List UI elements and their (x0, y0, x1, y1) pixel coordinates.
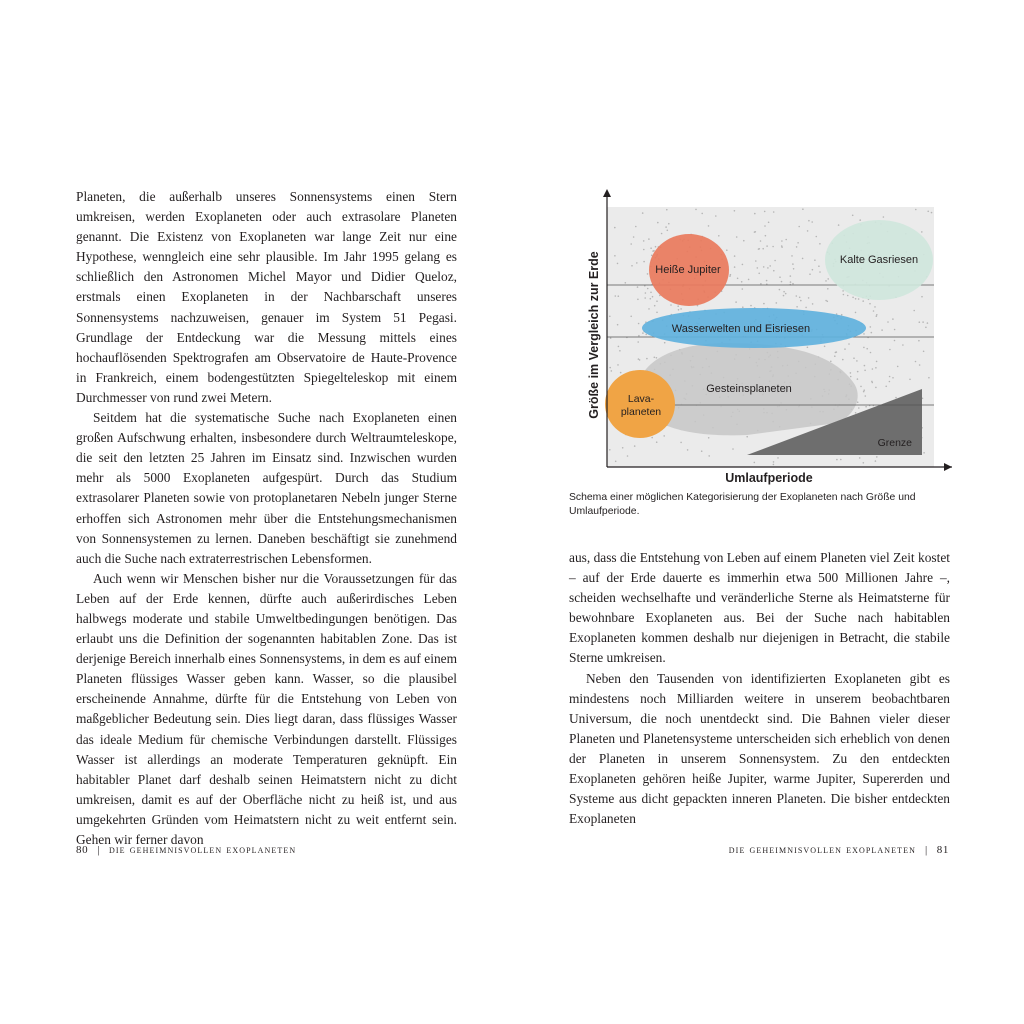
scatter-point (883, 216, 885, 218)
scatter-point (678, 309, 680, 311)
footer-separator: | (97, 844, 101, 856)
scatter-point (838, 224, 840, 226)
scatter-point (760, 240, 762, 242)
scatter-point (809, 273, 811, 275)
scatter-point (668, 223, 670, 225)
cold-gas-giants-label: Kalte Gasriesen (839, 254, 919, 266)
scatter-point (876, 456, 878, 458)
scatter-point (885, 386, 887, 388)
scatter-point (637, 286, 639, 288)
scatter-point (792, 263, 794, 265)
scatter-point (902, 344, 904, 346)
scatter-point (614, 255, 616, 257)
scatter-point (609, 449, 611, 451)
scatter-point (925, 327, 927, 329)
figure-svg (567, 185, 952, 485)
scatter-point (652, 296, 654, 298)
scatter-point (928, 377, 930, 379)
scatter-point (842, 290, 844, 292)
y-axis-label: Größe im Vergleich zur Erde (587, 251, 601, 419)
scatter-point (793, 268, 795, 270)
scatter-point (619, 350, 621, 352)
scatter-point (909, 379, 911, 381)
scatter-point (863, 391, 865, 393)
scatter-point (741, 281, 743, 283)
scatter-point (763, 303, 765, 305)
scatter-point (634, 445, 636, 447)
figure-caption: Schema einer möglichen Kategorisierung der Exoplaneten nach Größe und Umlaufperiode. (569, 492, 916, 517)
scatter-point (819, 271, 821, 273)
scatter-point (859, 219, 861, 221)
scatter-point (715, 215, 717, 217)
scatter-point (750, 305, 752, 307)
scatter-point (695, 209, 697, 211)
scatter-point (887, 321, 889, 323)
scatter-point (647, 288, 649, 290)
scatter-point (827, 278, 829, 280)
scatter-point (737, 278, 739, 280)
scatter-point (638, 335, 640, 337)
scatter-point (643, 261, 645, 263)
scatter-point (653, 250, 655, 252)
scatter-point (842, 359, 844, 361)
scatter-point (897, 366, 899, 368)
scatter-point (655, 246, 657, 248)
scatter-point (853, 357, 855, 359)
scatter-point (847, 295, 849, 297)
limit-label: Grenze (877, 437, 912, 449)
scatter-point (814, 259, 816, 261)
scatter-point (855, 312, 857, 314)
exoplanet-category-figure (567, 185, 952, 485)
scatter-point (927, 322, 929, 324)
scatter-point (870, 352, 872, 354)
scatter-point (644, 297, 646, 299)
scatter-point (921, 231, 923, 233)
scatter-point (807, 230, 809, 232)
scatter-point (869, 303, 871, 305)
scatter-point (818, 265, 820, 267)
scatter-point (918, 340, 920, 342)
scatter-point (656, 357, 658, 359)
scatter-point (802, 258, 804, 260)
scatter-point (643, 249, 645, 251)
left-footer (76, 842, 296, 857)
scatter-point (630, 243, 632, 245)
scatter-point (864, 365, 866, 367)
scatter-point (657, 222, 659, 224)
scatter-point (661, 233, 663, 235)
scatter-point (791, 255, 793, 257)
scatter-point (850, 376, 852, 378)
paragraph: Planeten, die außerhalb unseres Sonnensystems einen Stern umkreisen, werden Exoplaneten oder auch extrasolare Planeten genannt. Die Existenz von Exoplaneten war lange Zeit nur eine Hypothese, wenngleich eine sehr plausible. Im Jahr 1995 gelang es schließlich den Astronomen Michel Mayor und Didier Queloz, erstmals einen Exoplaneten in der Nachbarschaft unseres Sonnensystems nachzuweisen, genauer im System 51 Pegasi. Grundlage der Entdeckung war die Messung mittels eines hochauflösenden Spektrografen am Observatoire de Haute-Provence in Frankreich, einem bodengestützten Spiegelteleskop mit einem Durchmesser von rund zwei Metern. (76, 189, 457, 405)
scatter-point (734, 266, 736, 268)
scatter-point (755, 260, 757, 262)
scatter-point (764, 211, 766, 213)
scatter-point (858, 407, 860, 409)
scatter-point (754, 462, 756, 464)
scatter-point (876, 315, 878, 317)
scatter-point (835, 352, 837, 354)
scatter-point (763, 266, 765, 268)
scatter-point (650, 298, 652, 300)
scatter-point (742, 288, 744, 290)
scatter-point (638, 323, 640, 325)
footer-separator: | (924, 844, 928, 856)
scatter-point (790, 275, 792, 277)
scatter-point (701, 213, 703, 215)
scatter-point (913, 310, 915, 312)
scatter-point (863, 389, 865, 391)
scatter-point (856, 360, 858, 362)
scatter-point (870, 326, 872, 328)
scatter-point (866, 348, 868, 350)
scatter-point (863, 333, 865, 335)
scatter-point (816, 236, 818, 238)
scatter-point (773, 461, 775, 463)
scatter-point (889, 381, 891, 383)
scatter-point (729, 275, 731, 277)
scatter-point (665, 226, 667, 228)
paragraph: Seitdem hat die systematische Suche nach Exoplaneten einen großen Aufschwung erhalten, insbesondere durch Weltraumteleskope, die seit den letzten 25 Jahren im Einsatz sind. Inzwischen wurden mehr als 5000 Exoplaneten aufgespürt. Durch das Studium extrasolarer Planeten sowie von protoplanetaren Nebeln junger Sterne erhoffen sich Astronomen mehr über die Entstehungsmechanismen von Sonnensystemen zu lernen. Daneben beschäftigt sie zunehmend auch die Suche nach extraterrestrischen Lebensformen. (76, 410, 457, 566)
right-footer (729, 842, 949, 857)
scatter-point (872, 382, 874, 384)
scatter-point (648, 238, 650, 240)
scatter-point (915, 209, 917, 211)
x-axis-arrow (944, 463, 952, 471)
scatter-point (779, 276, 781, 278)
scatter-point (796, 306, 798, 308)
scatter-point (873, 310, 875, 312)
scatter-point (701, 450, 703, 452)
scatter-point (808, 220, 810, 222)
scatter-point (785, 239, 787, 241)
scatter-point (799, 297, 801, 299)
scatter-point (777, 457, 779, 459)
scatter-point (664, 342, 666, 344)
scatter-point (617, 324, 619, 326)
scatter-point (762, 248, 764, 250)
scatter-point (773, 270, 775, 272)
scatter-point (766, 245, 768, 247)
scatter-point (848, 343, 850, 345)
scatter-point (642, 332, 644, 334)
scatter-point (773, 464, 775, 466)
scatter-point (889, 349, 891, 351)
scatter-point (819, 243, 821, 245)
scatter-point (656, 441, 658, 443)
scatter-point (919, 364, 921, 366)
scatter-point (650, 292, 652, 294)
scatter-point (800, 300, 802, 302)
scatter-point (811, 221, 813, 223)
scatter-point (858, 298, 860, 300)
scatter-point (827, 301, 829, 303)
scatter-point (766, 280, 768, 282)
scatter-point (663, 435, 665, 437)
y-axis-arrow (603, 189, 611, 197)
paragraph: aus, dass die Entstehung von Leben auf einem Planeten viel Zeit kostet – auf der Erde dauerte es immerhin etwa 500 Millionen Jahre –, scheiden wechselhafte und veränderliche Sterne als Heimatsterne für bewohnbare Exoplaneten aus. Bei der Suche nach habitablen Exoplaneten kommen deshalb nur diejenigen in Betracht, die stabile Sterne umkreisen. (569, 550, 950, 666)
scatter-point (742, 264, 744, 266)
scatter-point (767, 267, 769, 269)
scatter-point (759, 248, 761, 250)
scatter-point (617, 364, 619, 366)
scatter-point (836, 459, 838, 461)
scatter-point (645, 292, 647, 294)
scatter-point (637, 299, 639, 301)
scatter-point (844, 348, 846, 350)
scatter-point (667, 230, 669, 232)
scatter-point (881, 329, 883, 331)
page-number: 80 (76, 844, 89, 856)
scatter-point (894, 329, 896, 331)
scatter-point (865, 406, 867, 408)
scatter-point (827, 288, 829, 290)
scatter-point (852, 297, 854, 299)
scatter-point (645, 334, 647, 336)
scatter-point (615, 461, 617, 463)
running-head: die geheimnisvollen exoplaneten (728, 842, 916, 856)
scatter-point (812, 269, 814, 271)
scatter-point (790, 281, 792, 283)
scatter-point (651, 437, 653, 439)
scatter-point (760, 283, 762, 285)
scatter-point (889, 376, 891, 378)
scatter-point (805, 307, 807, 309)
scatter-point (730, 274, 732, 276)
scatter-point (922, 321, 924, 323)
scatter-point (708, 225, 710, 227)
page-number: 81 (936, 844, 949, 856)
scatter-point (779, 289, 781, 291)
scatter-point (923, 452, 925, 454)
scatter-point (718, 235, 720, 237)
lava-label-line1: Lava- (627, 393, 655, 405)
scatter-point (875, 387, 877, 389)
scatter-point (872, 368, 874, 370)
scatter-point (865, 395, 867, 397)
scatter-point (808, 297, 810, 299)
scatter-point (630, 316, 632, 318)
scatter-point (781, 281, 783, 283)
scatter-point (919, 321, 921, 323)
scatter-point (654, 357, 656, 359)
running-head: die geheimnisvollen exoplaneten (109, 842, 297, 856)
left-text-column (76, 187, 457, 850)
paragraph: Neben den Tausenden von identifizierten Exoplaneten gibt es mindestens noch Milliarden weitere in unserem beobachtbaren Universum, die noch unentdeckt sind. Die Bahnen vieler dieser Planeten und Planetensysteme unterscheiden sich erheblich von denen der Planeten in unserem Sonnensystem. Zu den entdeckten Exoplaneten gehören heiße Jupiter, warme Jupiter, Supererden und Systeme aus dicht gepackten inneren Planeten. Die bisher entdeckten Exoplaneten (569, 670, 950, 827)
scatter-point (796, 246, 798, 248)
scatter-point (654, 305, 656, 307)
scatter-point (758, 273, 760, 275)
scatter-point (871, 332, 873, 334)
scatter-point (875, 460, 877, 462)
scatter-point (781, 240, 783, 242)
scatter-point (754, 213, 756, 215)
scatter-point (857, 378, 859, 380)
scatter-point (764, 225, 766, 227)
scatter-point (802, 208, 804, 210)
hot-jupiter-label: Heiße Jupiter (655, 264, 721, 276)
scatter-point (647, 273, 649, 275)
scatter-point (636, 262, 638, 264)
scatter-point (875, 367, 877, 369)
scatter-point (735, 301, 737, 303)
scatter-point (783, 295, 785, 297)
scatter-point (611, 370, 613, 372)
scatter-point (843, 294, 845, 296)
scatter-point (638, 358, 640, 360)
scatter-point (746, 436, 748, 438)
scatter-point (857, 401, 859, 403)
scatter-point (776, 302, 778, 304)
scatter-point (734, 210, 736, 212)
scatter-point (774, 260, 776, 262)
scatter-point (742, 306, 744, 308)
scatter-point (743, 240, 745, 242)
scatter-point (850, 372, 852, 374)
scatter-point (921, 296, 923, 298)
scatter-point (708, 437, 710, 439)
scatter-point (825, 280, 827, 282)
scatter-point (781, 246, 783, 248)
scatter-point (931, 212, 933, 214)
scatter-point (765, 235, 767, 237)
scatter-point (785, 293, 787, 295)
scatter-point (646, 358, 648, 360)
scatter-point (618, 295, 620, 297)
scatter-point (736, 236, 738, 238)
scatter-point (857, 371, 859, 373)
scatter-point (859, 457, 861, 459)
scatter-point (860, 386, 862, 388)
scatter-point (618, 346, 620, 348)
scatter-point (734, 255, 736, 257)
scatter-point (755, 231, 757, 233)
scatter-point (617, 263, 619, 265)
scatter-point (656, 312, 658, 314)
scatter-point (633, 236, 635, 238)
scatter-point (830, 361, 832, 363)
scatter-point (666, 209, 668, 211)
scatter-point (895, 397, 897, 399)
scatter-point (862, 300, 864, 302)
scatter-point (643, 240, 645, 242)
scatter-point (631, 265, 633, 267)
scatter-point (680, 308, 682, 310)
scatter-point (915, 361, 917, 363)
scatter-point (894, 340, 896, 342)
scatter-point (610, 337, 612, 339)
scatter-point (642, 212, 644, 214)
scatter-point (797, 242, 799, 244)
scatter-point (923, 351, 925, 353)
scatter-point (852, 215, 854, 217)
scatter-point (627, 455, 629, 457)
scatter-point (609, 367, 611, 369)
scatter-point (792, 283, 794, 285)
scatter-point (680, 442, 682, 444)
scatter-point (748, 279, 750, 281)
scatter-point (874, 306, 876, 308)
scatter-point (635, 226, 637, 228)
scatter-point (798, 226, 800, 228)
scatter-point (812, 303, 814, 305)
scatter-point (783, 291, 785, 293)
lava-label-line2: planeten (620, 406, 662, 418)
scatter-point (708, 455, 710, 457)
scatter-point (876, 314, 878, 316)
scatter-point (892, 377, 894, 379)
scatter-point (863, 462, 865, 464)
scatter-point (656, 300, 658, 302)
scatter-point (650, 247, 652, 249)
scatter-point (834, 355, 836, 357)
scatter-point (773, 211, 775, 213)
scatter-point (614, 227, 616, 229)
scatter-point (625, 282, 627, 284)
scatter-point (622, 447, 624, 449)
scatter-point (757, 267, 759, 269)
scatter-point (855, 412, 857, 414)
scatter-point (841, 314, 843, 316)
paragraph: Auch wenn wir Menschen bisher nur die Voraussetzungen für das Leben auf der Erde kennen, dürfte auch außerirdisches Leben halbwegs moderate und stabile Umweltbedingungen benötigen. Das erlaubt uns die Definition der sogenannten habitablen Zone. Das ist derjenige Bereich innerhalb eines Sonnensystems, in dem es auf einem Planeten flüssiges Wasser geben kann. Wasser, so die plausibel erscheinende Annahme, dürfte für die Entstehung von Leben von maßgeblicher Bedeutung sein. Dies liegt daran, dass flüssiges Wasser das ideale Medium für chemische Verbindungen darstellt. Flüssiges Wasser ist allerdings an moderate Temperaturen geknüpft. Ein habitabler Planet darf deshalb seinen Heimatstern nicht zu dicht umkreisen, damit es auf der Oberfläche nicht zu heiß ist, und aus umgekehrten Gründen vom Heimatstern nicht zu weit entfernt sein. Gehen wir ferner davon (76, 570, 457, 847)
scatter-point (769, 265, 771, 267)
scatter-point (648, 308, 650, 310)
scatter-point (824, 346, 826, 348)
right-text-column (569, 548, 950, 829)
scatter-point (864, 370, 866, 372)
scatter-point (855, 298, 857, 300)
scatter-point (876, 361, 878, 363)
scatter-point (687, 449, 689, 451)
scatter-point (670, 304, 672, 306)
rocky-planets-label: Gesteinsplaneten (706, 383, 792, 395)
scatter-point (726, 249, 728, 251)
scatter-point (615, 295, 617, 297)
scatter-point (772, 246, 774, 248)
scatter-point (840, 459, 842, 461)
scatter-point (637, 341, 639, 343)
x-axis-label: Umlaufperiode (725, 471, 813, 485)
scatter-point (768, 222, 770, 224)
scatter-point (796, 295, 798, 297)
scatter-point (807, 347, 809, 349)
scatter-point (620, 372, 622, 374)
scatter-point (732, 448, 734, 450)
right-page (512, 0, 1024, 1024)
scatter-point (927, 211, 929, 213)
water-ice-label: Wasserwelten und Eisriesen (671, 323, 811, 335)
scatter-point (863, 347, 865, 349)
scatter-point (892, 318, 894, 320)
scatter-point (609, 316, 611, 318)
scatter-point (677, 305, 679, 307)
